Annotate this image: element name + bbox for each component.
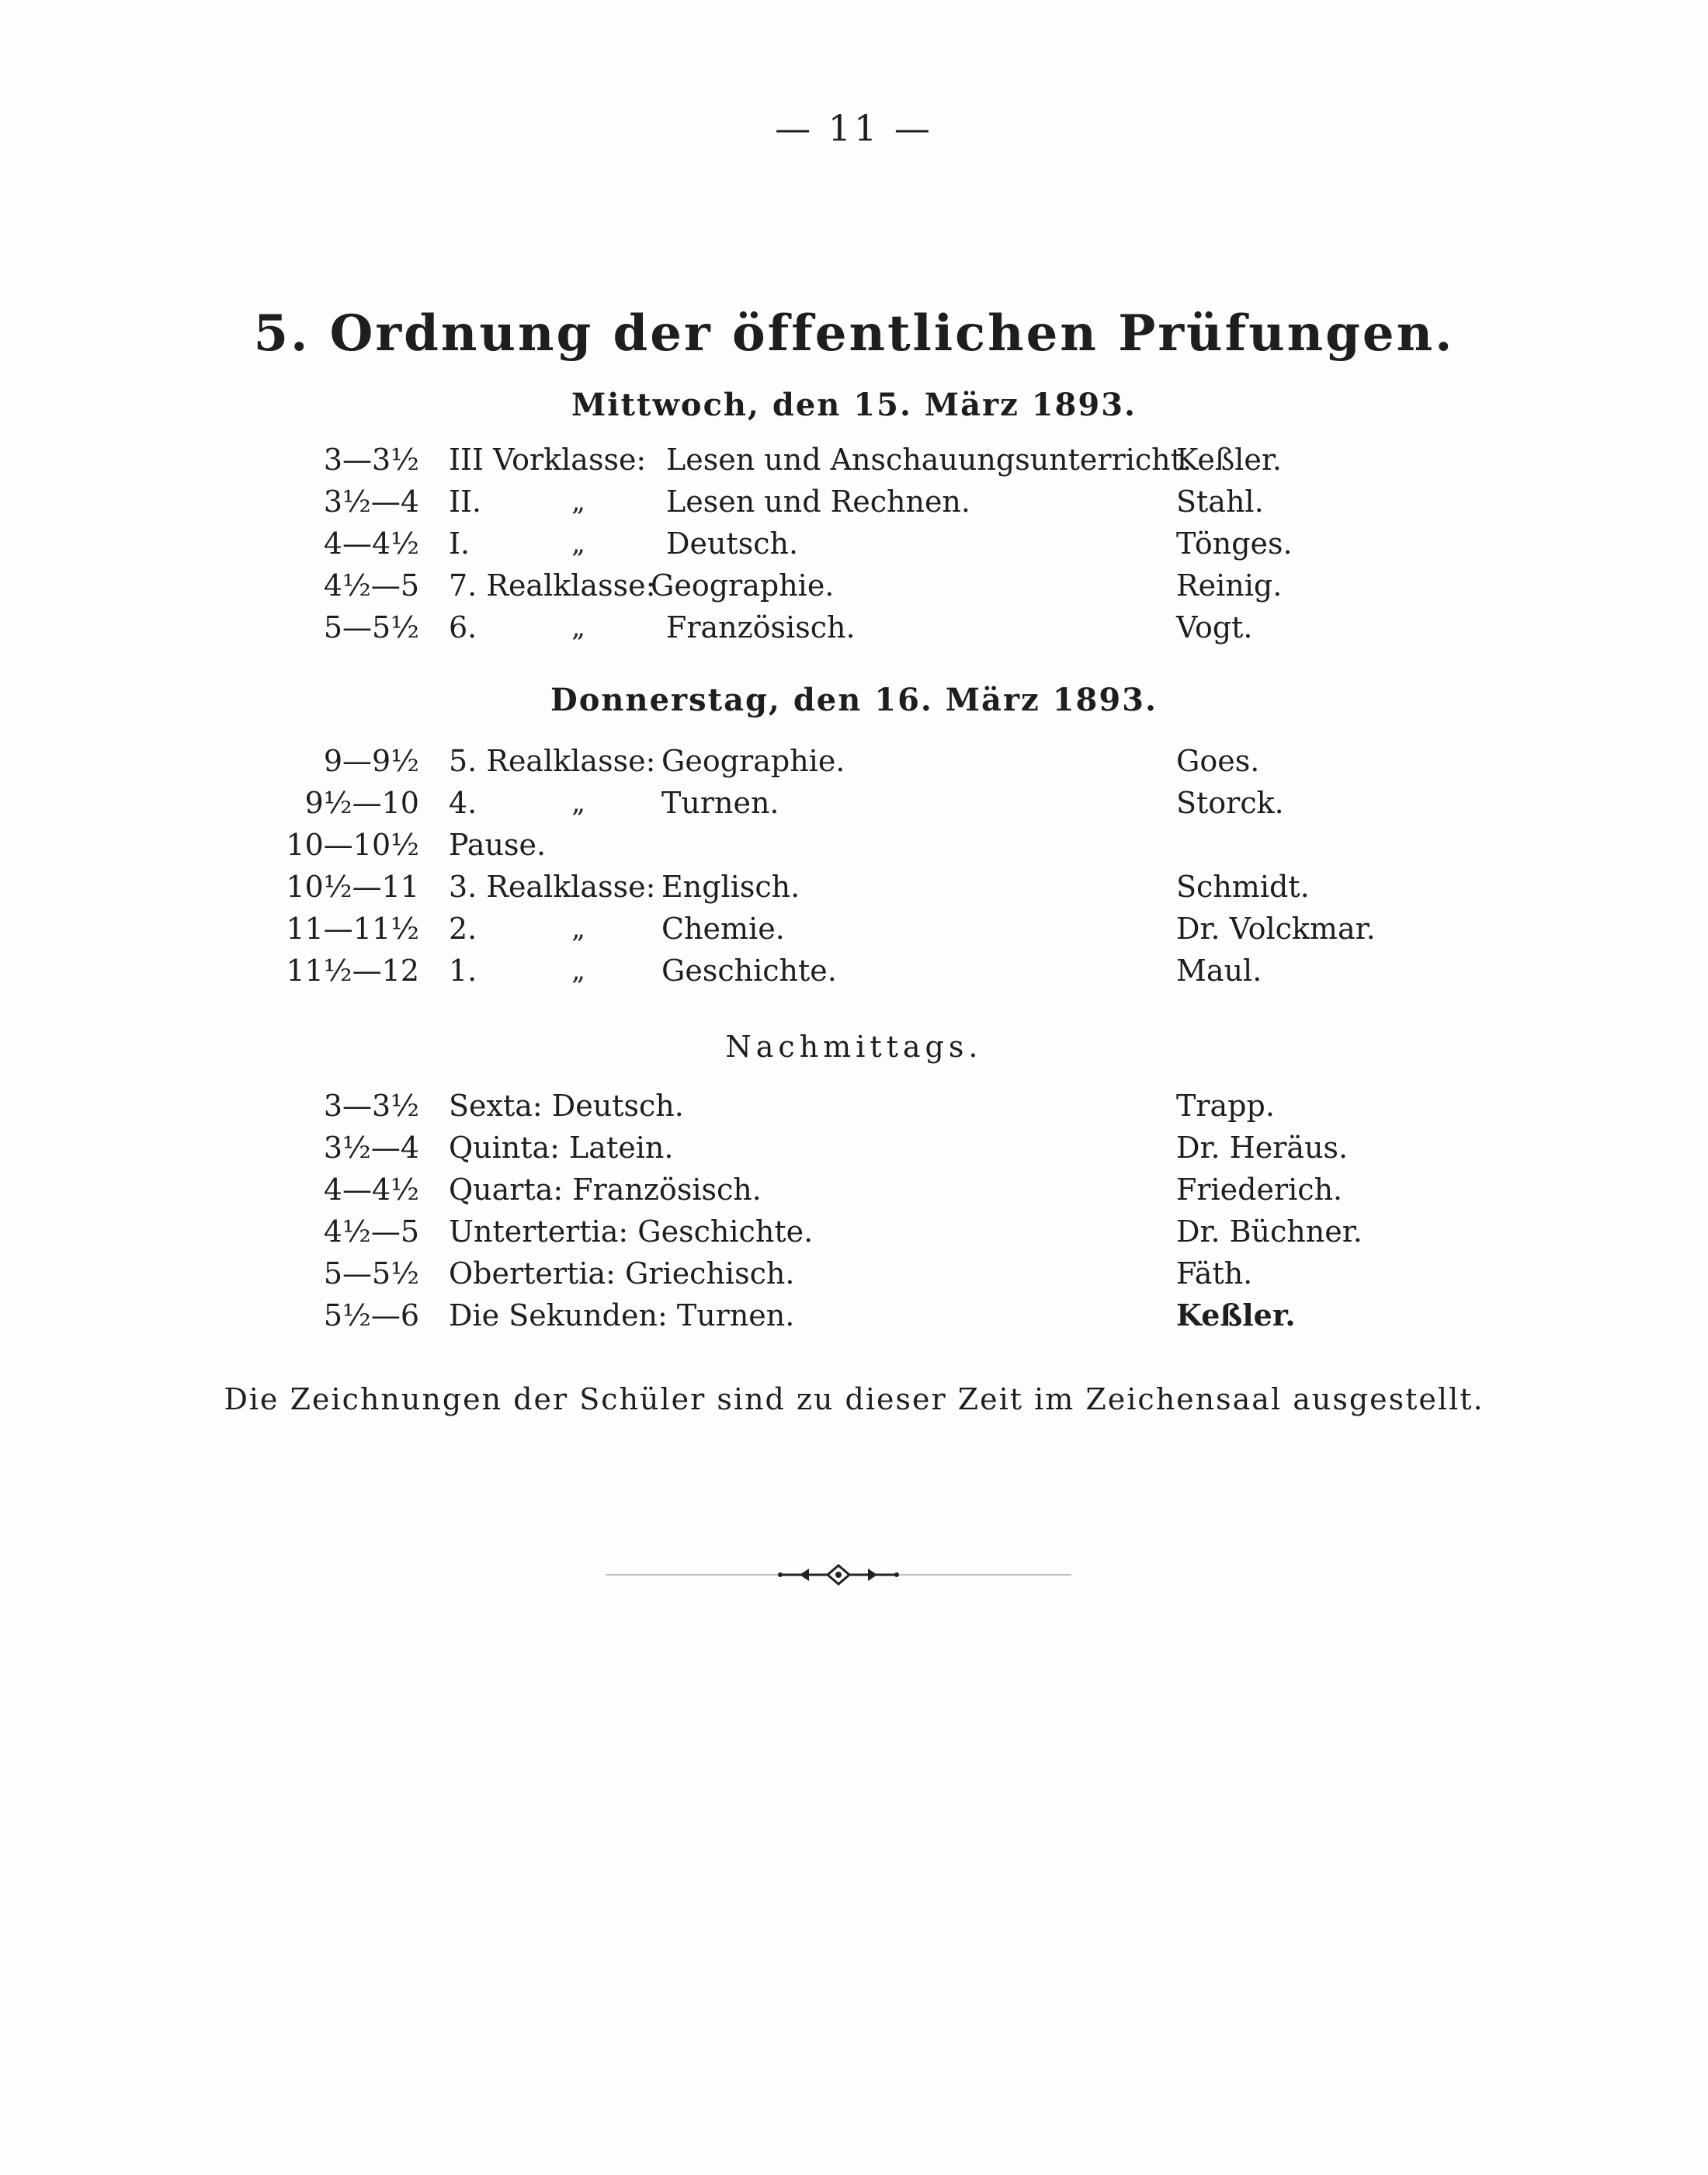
row-time: 9—9½ [323,744,419,778]
day-heading-thursday: Donnerstag, den 16. März 1893. [550,682,1158,718]
row-class: 6. [449,610,477,645]
row-ditto: „ [571,486,585,517]
row-time: 10½—11 [286,870,419,904]
row-ditto: „ [571,787,585,818]
row-class: 1. [449,954,477,988]
row-class: 3. Realklasse: [449,870,656,904]
row-subject: Turnen. [661,786,779,820]
row-teacher: Keßler. [1176,443,1282,477]
row-teacher: Stahl. [1176,485,1264,519]
row-teacher: Reinig. [1176,568,1283,603]
schedule-row [0,523,1708,564]
row-ditto: „ [571,528,585,559]
row-time: 3—3½ [323,1089,419,1123]
row-time: 3—3½ [323,443,419,477]
row-teacher: Storck. [1176,786,1284,820]
schedule-row [0,825,1708,865]
row-entry: Obertertia: Griechisch. [449,1256,795,1291]
row-time: 3½—4 [323,1131,419,1165]
schedule-row [0,741,1708,781]
afternoon-row [0,1086,1708,1126]
row-teacher: Dr. Heräus. [1176,1131,1349,1165]
row-class: III Vorklasse: [449,443,647,477]
row-teacher: Tönges. [1176,526,1293,561]
row-ditto: „ [571,612,585,643]
row-teacher: Trapp. [1176,1089,1275,1123]
row-entry: Untertertia: Geschichte. [449,1214,814,1249]
row-teacher: Maul. [1176,954,1262,988]
row-subject: Geographie. [661,744,845,778]
schedule-row [0,440,1708,480]
afternoon-row [0,1253,1708,1294]
row-subject: Geschichte. [661,954,837,988]
row-subject: Lesen und Rechnen. [666,485,970,519]
afternoon-row [0,1211,1708,1252]
row-time: 11—11½ [286,912,419,946]
afternoon-row [0,1169,1708,1210]
row-teacher: Friederich. [1176,1173,1343,1207]
row-subject: Geographie. [651,568,835,603]
row-time: 4—4½ [323,526,419,561]
afternoon-heading: Nachmittags. [725,1030,983,1064]
row-time: 5—5½ [323,610,419,645]
afternoon-row [0,1295,1708,1336]
row-ditto: „ [571,955,585,986]
row-time: 9½—10 [304,786,419,820]
schedule-row [0,565,1708,606]
row-teacher: Keßler. [1176,1298,1296,1332]
day-heading-wednesday: Mittwoch, den 15. März 1893. [571,387,1137,423]
row-teacher: Fäth. [1176,1256,1253,1291]
row-entry: Die Sekunden: Turnen. [449,1298,795,1332]
row-class: I. [449,526,470,561]
row-ditto: „ [571,913,585,944]
row-time: 4—4½ [323,1173,419,1207]
section-heading: 5. Ordnung der öffentlichen Prüfungen. [253,304,1455,363]
schedule-row [0,950,1708,991]
row-subject: Englisch. [661,870,800,904]
row-entry: Quarta: Französisch. [449,1173,762,1207]
row-teacher: Goes. [1176,744,1260,778]
row-teacher: Vogt. [1176,610,1253,645]
schedule-row [0,867,1708,907]
row-class: Pause. [449,828,547,862]
schedule-row [0,909,1708,949]
page-number: — 11 — [775,107,933,149]
row-time: 11½—12 [286,954,419,988]
row-time: 5½—6 [323,1298,419,1332]
row-class: 2. [449,912,477,946]
row-class: 7. Realklasse: [449,568,656,603]
row-subject: Chemie. [661,912,785,946]
row-time: 3½—4 [323,485,419,519]
afternoon-row [0,1127,1708,1168]
row-entry: Quinta: Latein. [449,1131,674,1165]
schedule-row [0,783,1708,823]
row-subject: Deutsch. [666,526,799,561]
row-class: II. [449,485,482,519]
row-time: 5—5½ [323,1256,419,1291]
row-subject: Lesen und Anschauungsunterricht. [666,443,1192,477]
schedule-row [0,481,1708,522]
row-teacher: Dr. Volckmar. [1176,912,1376,946]
closing-note: Die Zeichnungen der Schüler sind zu dieser Zeit im Zeichensaal ausgestellt. [224,1382,1484,1416]
row-entry: Sexta: Deutsch. [449,1089,684,1123]
row-class: 5. Realklasse: [449,744,656,778]
row-time: 4½—5 [323,568,419,603]
row-subject: Französisch. [666,610,856,645]
row-time: 10—10½ [286,828,419,862]
row-teacher: Schmidt. [1176,870,1310,904]
row-class: 4. [449,786,477,820]
schedule-row [0,607,1708,648]
row-time: 4½—5 [323,1214,419,1249]
ornament-divider [606,1561,1071,1589]
row-teacher: Dr. Büchner. [1176,1214,1363,1249]
